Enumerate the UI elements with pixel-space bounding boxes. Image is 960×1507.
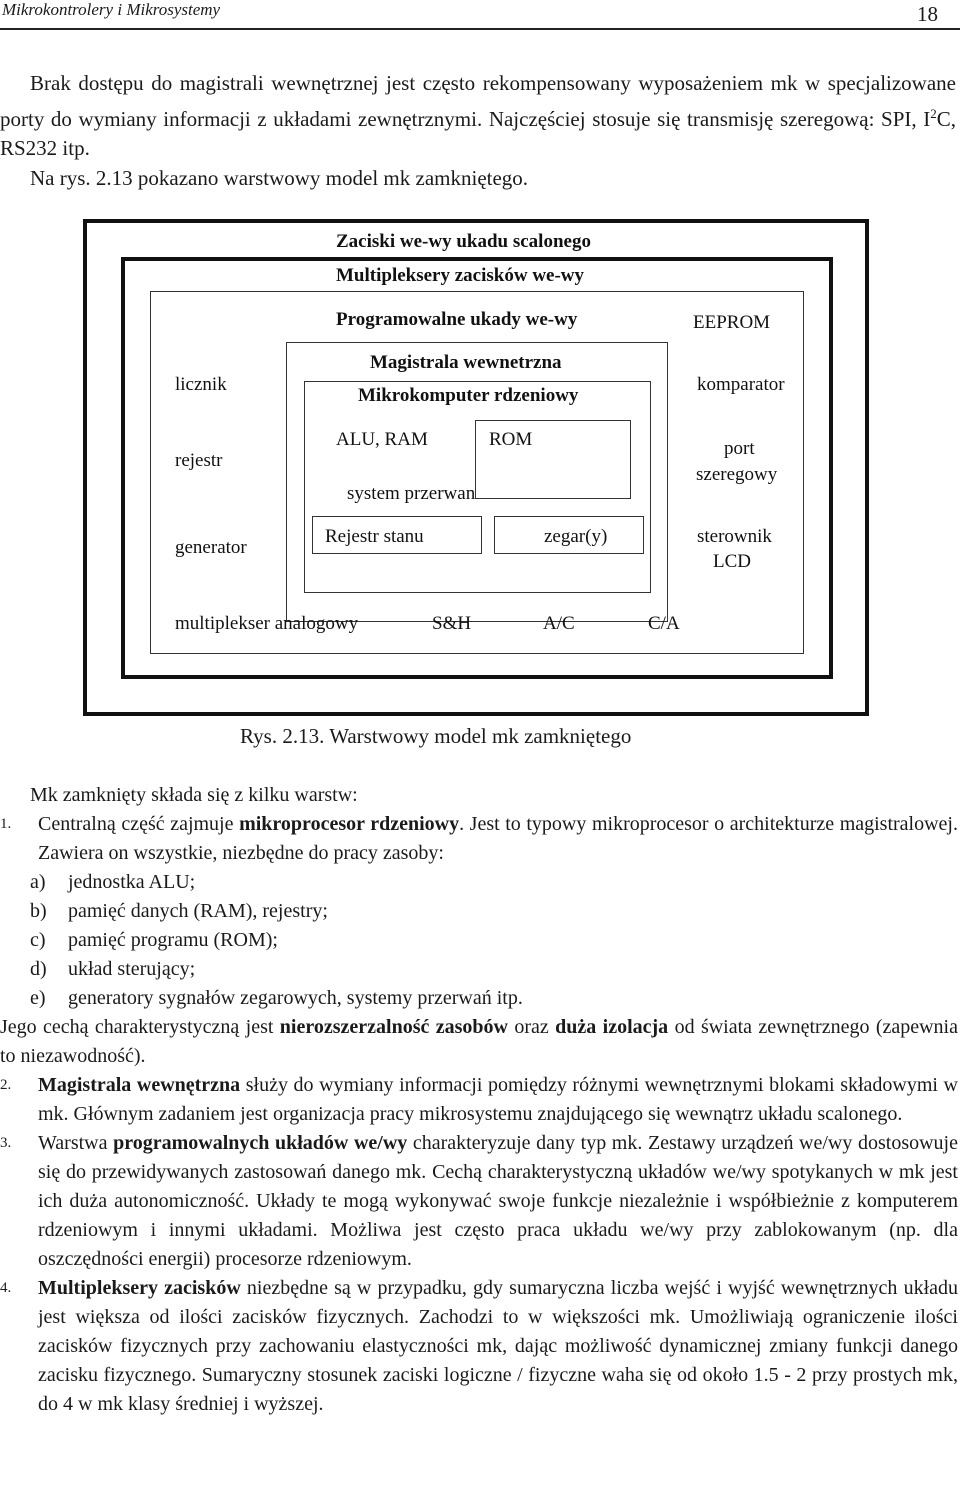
item2-text-c: służy do wymiany informacji pomiędzy różnymi wewnętrznymi blokami składowymi w mk. Głównym zadaniem jest organizacja pracy mikrosystemu znajdującego się wewnątrz układu scalonego. — [38, 1074, 958, 1125]
feature-bold-1: nierozszerzalność zasobów — [279, 1016, 508, 1038]
superscript-2: 2 — [930, 105, 937, 121]
sub-item-e — [0, 984, 958, 1013]
sub-text-e: generatory sygnałów zegarowych, systemy przerwań itp. — [68, 987, 523, 1009]
item2-bold: Magistrala wewnętrzna — [38, 1074, 241, 1096]
bus-layer-label: Magistrala wewnetrzna — [370, 352, 562, 373]
rom-label: ROM — [489, 429, 533, 450]
item1-text-c: . Jest to typowy mikroprocesor o architekturze magistralowej. Zawiera on wszystkie, niezbędne do pracy zasoby: — [38, 813, 958, 864]
sub-label-c: c) — [30, 929, 46, 951]
sub-text-a: jednostka ALU; — [68, 871, 196, 893]
serial-port-label-2: szeregowy — [696, 464, 778, 485]
adc-label: A/C — [543, 613, 575, 634]
list-item-1 — [0, 810, 958, 868]
generator-label: generator — [175, 537, 247, 558]
page-number: 18 — [917, 2, 938, 26]
sub-text-b: pamięć danych (RAM), rejestry; — [68, 900, 328, 922]
sub-item-a — [0, 868, 958, 897]
serial-port-label-1: port — [724, 438, 755, 459]
sub-label-e: e) — [30, 987, 46, 1009]
list-number-3: 3. — [0, 1135, 12, 1151]
list-number-4: 4. — [0, 1280, 12, 1296]
clock-label: zegar(y) — [544, 526, 608, 547]
sub-label-a: a) — [30, 871, 46, 893]
sub-item-d — [0, 955, 958, 984]
sub-text-d: układ sterujący; — [68, 958, 196, 980]
alu-ram-label: ALU, RAM — [336, 429, 428, 450]
intro-paragraph-1 — [0, 69, 956, 164]
feature-text-c: oraz — [507, 1016, 556, 1038]
lcd-driver-label-1: sterownik — [697, 526, 772, 547]
list-number-2: 2. — [0, 1077, 12, 1093]
sample-hold-label: S&H — [432, 613, 472, 634]
feature-text-a: Jego cechą charakterystyczną jest — [0, 1016, 280, 1038]
list-item-4 — [0, 1274, 958, 1419]
lcd-driver-label-2: LCD — [713, 551, 751, 572]
status-register-label: Rejestr stanu — [325, 526, 424, 547]
analog-mux-label: multiplekser analogowy — [175, 613, 359, 634]
sub-text-c: pamięć programu (ROM); — [68, 929, 278, 951]
intro-paragraph-2: Na rys. 2.13 pokazano warstwowy model mk zamkniętego. — [30, 165, 529, 190]
item1-text-a: Centralną część zajmuje — [38, 813, 240, 835]
mux-layer-label: Multipleksery zacisków we-wy — [336, 265, 585, 286]
feature-text-e: od świata zewnętrznego (zapewnia to niezawodność). — [0, 1016, 958, 1067]
item3-bold: programowalnych układów we/wy — [113, 1132, 408, 1154]
header-rule — [0, 28, 960, 30]
sub-label-d: d) — [30, 958, 47, 980]
list-number-1: 1. — [0, 816, 12, 832]
item4-text-c: niezbędne są w przypadku, gdy sumaryczna liczba wejść i wyjść wewnętrznych układu jest większa od ilości zacisków fizycznych. Zachodzi to w większości mk. Umożliwiają ograniczenie ilości zacisków fizycznych przy zachowaniu elastyczności mk, dając możliwość dynamicznej zmiany funkcji danego zacisku fizycznego. Sumaryczny stosunek zaciski logiczne / fizyczne waha się od około 1.5 - 2 przy prostych mk, do 4 w mk klasy średniej i wyższej. — [38, 1277, 959, 1415]
sub-item-b — [0, 897, 958, 926]
item3-text-a: Warstwa — [38, 1132, 114, 1154]
intro-text-1b: C, RS232 itp. — [0, 106, 956, 160]
comparator-label: komparator — [697, 374, 785, 395]
list-item-3 — [0, 1129, 958, 1274]
core-layer-label: Mikrokomputer rdzeniowy — [358, 385, 579, 406]
eeprom-label: EEPROM — [693, 312, 771, 333]
pins-layer-label: Zaciski we-wy ukadu scalonego — [336, 231, 591, 252]
intro-text-1a: Brak dostępu do magistrali wewnętrznej jest często rekompensowany wyposażeniem mk w specjalizowane porty do wymiany informacji z układami zewnętrznymi. Najczęściej stosuje się transmisję szeregową: SPI, I — [0, 71, 956, 131]
sub-label-b: b) — [30, 900, 47, 922]
figure-caption: Rys. 2.13. Warstwowy model mk zamkniętego — [240, 724, 632, 748]
layers-intro: Mk zamknięty składa się z kilku warstw: — [30, 784, 358, 806]
item3-text-c: charakteryzuje dany typ mk. Zestawy urządzeń we/wy dostosowuje się do przewidywanych zastosowań danego mk. Cechą charakterystyczną układów we/wy spotykanych w mk jest ich duża autonomiczność. Układy te mogą wykonywać swoje funkcje niezależnie i współbieżnie z komputerem rdzeniowym i innymi układami. Możliwa jest często praca układu we/wy przy zablokowanym (np. dla oszczędności energii) procesorze rdzeniowym. — [38, 1132, 958, 1270]
register-label: rejestr — [175, 450, 223, 471]
dac-label: C/A — [648, 613, 680, 634]
feature-bold-2: duża izolacja — [555, 1016, 669, 1038]
io-layer-label: Programowalne ukady we-wy — [336, 309, 578, 330]
feature-paragraph — [0, 1013, 958, 1071]
item1-bold: mikroprocesor rdzeniowy — [239, 813, 460, 835]
body-text — [0, 781, 958, 1419]
counter-label: licznik — [175, 374, 227, 395]
running-header-title: Mikrokontrolery i Mikrosystemy — [2, 0, 221, 19]
layer-diagram — [83, 219, 869, 716]
intro-section — [0, 69, 956, 193]
item4-bold: Multipleksery zacisków — [38, 1277, 241, 1299]
sub-item-c — [0, 926, 958, 955]
interrupt-system-label: system przerwan — [347, 483, 476, 504]
list-item-2 — [0, 1071, 958, 1129]
